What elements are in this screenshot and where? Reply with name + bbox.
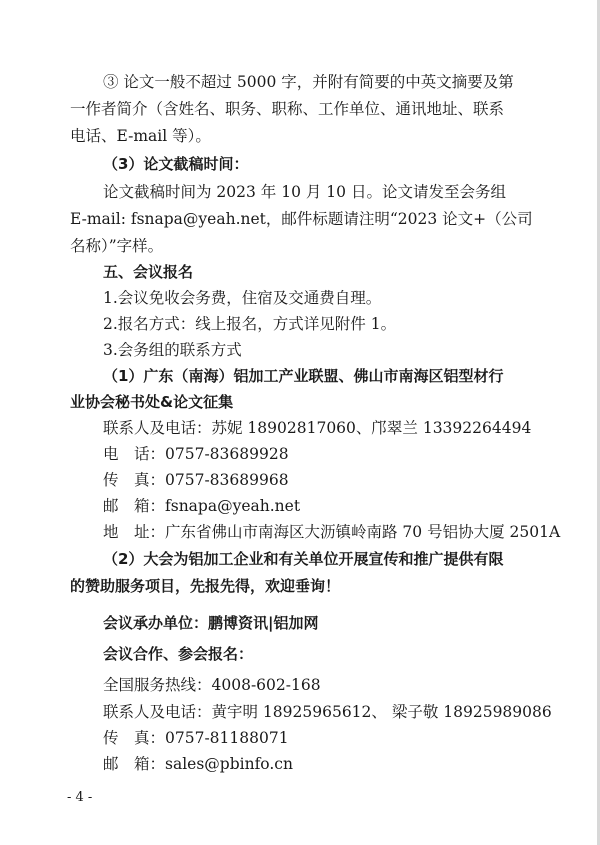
- paragraph-line: 一作者简介（含姓名、职务、职称、工作单位、通讯地址、联系: [70, 100, 505, 118]
- paragraph-line: 电话、E-mail 等）。: [70, 127, 211, 145]
- paragraph-line: 论文截稿时间为 2023 年 10 月 10 日。论文请发至会务组: [103, 183, 506, 201]
- section-heading: 会议合作、参会报名：: [103, 645, 254, 663]
- section-heading: 会议承办单位：鹏博资讯|铝加网: [103, 614, 319, 632]
- contact-line: 联系人及电话：苏妮 18902817060、邝翠兰 13392264494: [103, 419, 532, 437]
- paragraph-line: 3.会务组的联系方式: [103, 341, 242, 359]
- section-heading: （1）广东（南海）铝加工产业联盟、佛山市南海区铝型材行: [103, 367, 504, 385]
- section-heading: 业协会秘书处&论文征集: [70, 393, 234, 411]
- section-heading: 五、会议报名: [103, 263, 194, 281]
- contact-line: 传 真：0757-83689968: [103, 471, 289, 489]
- section-heading: （3）论文截稿时间：: [103, 155, 249, 173]
- paragraph-line: 名称）”字样。: [70, 237, 164, 255]
- contact-line: 地 址：广东省佛山市南海区大沥镇岭南路 70 号铝协大厦 2501A: [103, 523, 561, 541]
- contact-line: 传 真：0757-81188071: [103, 729, 289, 747]
- contact-line: 联系人及电话：黄宇明 18925965612、 梁子敬 18925989086: [103, 703, 552, 721]
- paragraph-line: E-mail: fsnapa@yeah.net，邮件标题请注明“2023 论文+（公司: [70, 210, 533, 228]
- paragraph-line: 2.报名方式：线上报名，方式详见附件 1。: [103, 315, 397, 333]
- section-heading: 的赞助服务项目，先报先得，欢迎垂询！: [70, 577, 341, 595]
- paragraph-line: ③ 论文一般不超过 5000 字，并附有简要的中英文摘要及第: [103, 73, 514, 91]
- contact-line: 全国服务热线：4008-602-168: [103, 676, 321, 694]
- contact-line: 邮 箱：sales@pbinfo.cn: [103, 755, 293, 773]
- section-heading: （2）大会为铝加工企业和有关单位开展宣传和推广提供有限: [103, 550, 504, 568]
- page-number: - 4 -: [67, 790, 93, 805]
- contact-line: 电 话：0757-83689928: [103, 445, 289, 463]
- contact-line: 邮 箱：fsnapa@yeah.net: [103, 497, 301, 515]
- paragraph-line: 1.会议免收会务费，住宿及交通费自理。: [103, 289, 382, 307]
